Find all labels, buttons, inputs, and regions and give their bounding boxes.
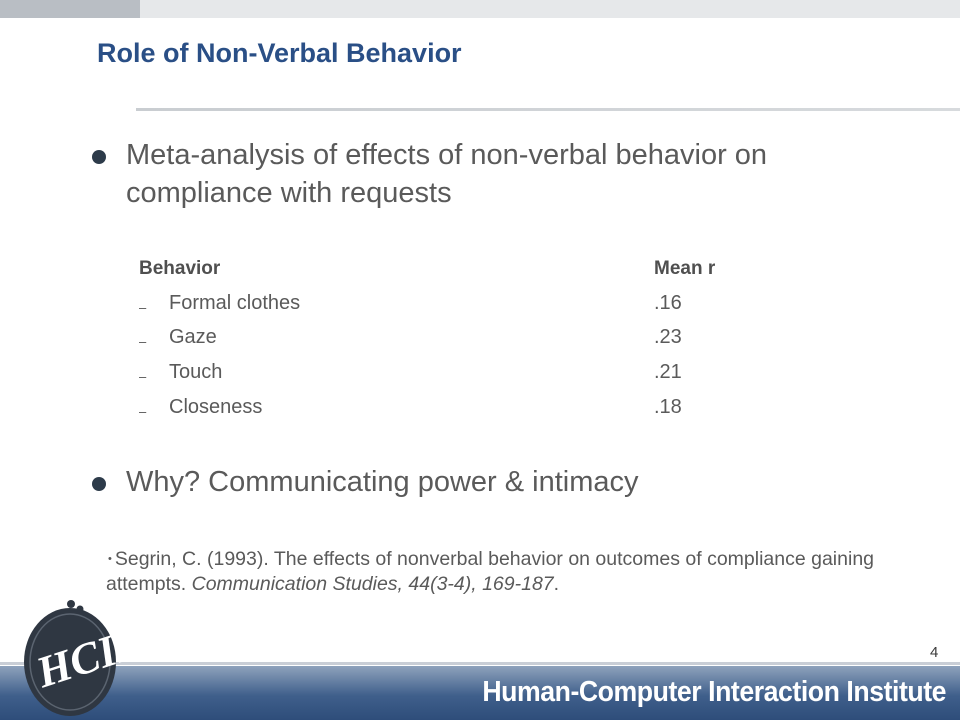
bullet-icon bbox=[92, 477, 106, 491]
behavior-cell: Formal clothes bbox=[169, 292, 301, 314]
slide-title: Role of Non-Verbal Behavior bbox=[97, 38, 462, 68]
mean-r-cell: .18 bbox=[654, 396, 682, 418]
dash-bullet: – bbox=[139, 334, 147, 349]
dash-bullet: – bbox=[139, 404, 147, 419]
citation-journal: Communication Studies, 44(3-4), 169-187 bbox=[191, 573, 554, 595]
mean-r-cell: .23 bbox=[654, 326, 682, 348]
small-bullet-icon: • bbox=[108, 553, 112, 565]
reference-citation bbox=[106, 547, 896, 597]
mean-r-cell: .16 bbox=[654, 292, 682, 314]
behavior-cell: Closeness bbox=[169, 396, 263, 418]
svg-text:HCII: HCII bbox=[30, 620, 128, 698]
mean-r-cell: .21 bbox=[654, 361, 682, 383]
hcii-logo bbox=[18, 598, 128, 718]
bullet-text-meta-analysis: Meta-analysis of effects of non-verbal behavior on compliance with requests bbox=[126, 139, 768, 209]
behavior-cell: Gaze bbox=[169, 326, 217, 348]
header-bar-right bbox=[140, 0, 960, 18]
table-row bbox=[0, 292, 960, 322]
header-bar-left bbox=[0, 0, 140, 18]
footer-divider bbox=[0, 662, 960, 665]
title-divider bbox=[136, 108, 960, 111]
citation-text: Segrin, C. (1993). The effects of nonverbal behavior on outcomes of compliance gaining attempts. bbox=[106, 548, 875, 595]
behavior-cell: Touch bbox=[169, 361, 223, 383]
bullet-icon bbox=[92, 150, 106, 164]
bullet-text-why: Why? Communicating power & intimacy bbox=[126, 466, 639, 498]
citation-end: . bbox=[553, 573, 560, 595]
table-header-behavior: Behavior bbox=[139, 258, 221, 279]
dash-bullet: – bbox=[139, 369, 147, 384]
page-number: 4 bbox=[930, 644, 939, 661]
table-row bbox=[0, 396, 960, 426]
hcii-logo-icon bbox=[18, 598, 128, 718]
table-row bbox=[0, 326, 960, 356]
dash-bullet: – bbox=[139, 300, 147, 315]
table-header-mean-r: Mean r bbox=[654, 258, 716, 279]
institute-name: Human-Computer Interaction Institute bbox=[482, 676, 946, 708]
table-row bbox=[0, 361, 960, 391]
